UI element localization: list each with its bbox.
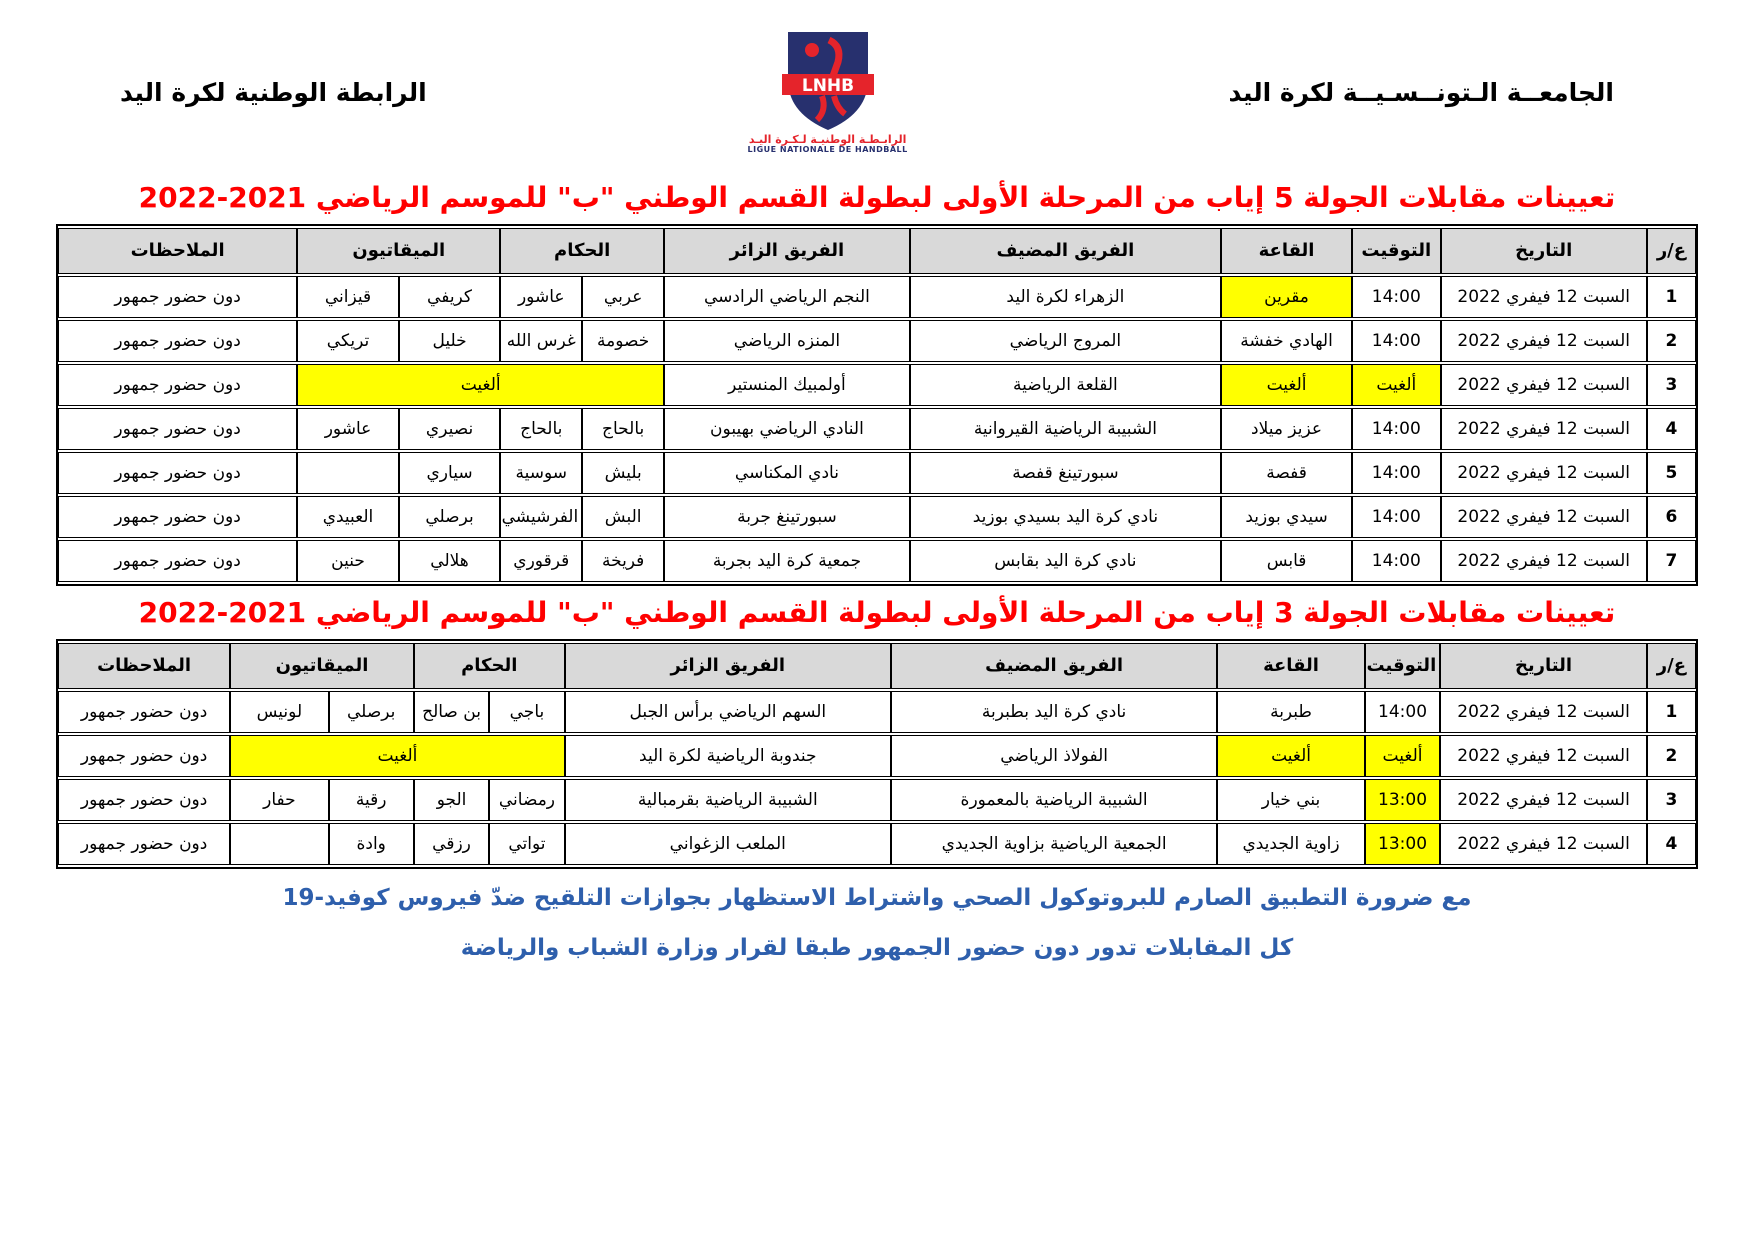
referee-cell: الجو — [414, 779, 489, 821]
referee-cell: عربي — [582, 276, 664, 318]
timekeeper-cell — [297, 452, 399, 494]
timekeeper-cell: قيزاني — [297, 276, 399, 318]
row-number-cell: 4 — [1647, 823, 1696, 865]
notes-cell: دون حضور جمهور — [58, 540, 297, 582]
hall-cell: عزيز ميلاد — [1221, 408, 1352, 450]
notes-cell: دون حضور جمهور — [58, 408, 297, 450]
match-row — [58, 823, 1696, 865]
lnhb-acronym: LNHB — [801, 76, 854, 96]
logo-arabic-name: الرابـطـة الوطنيـة لـكـرة اليـد — [748, 133, 907, 146]
date-cell: السبت 12 فيفري 2022 — [1441, 408, 1647, 450]
visitor-team-cell: جمعية كرة اليد بجربة — [664, 540, 910, 582]
time-cell: 14:00 — [1365, 691, 1440, 733]
match-row — [58, 364, 1696, 406]
timekeeper-cell: رقية — [329, 779, 414, 821]
host-team-cell: المروج الرياضي — [910, 320, 1221, 362]
host-team-cell: سبورتينغ قفصة — [910, 452, 1221, 494]
row-number-cell: 4 — [1647, 408, 1696, 450]
match-row — [58, 452, 1696, 494]
lnhb-logo — [748, 30, 908, 155]
league-name: الرابطة الوطنية لكرة اليد — [120, 78, 427, 107]
time-cell: ألغيت — [1365, 735, 1440, 777]
federation-name: الجامعــة الـتونــسـيــة لكرة اليد — [1228, 78, 1614, 107]
time-cell: 14:00 — [1352, 276, 1440, 318]
date-cell: السبت 12 فيفري 2022 — [1440, 779, 1647, 821]
column-header: الفريق المضيف — [891, 643, 1217, 689]
column-header: الملاحظات — [58, 643, 230, 689]
referee-cell: بليش — [582, 452, 664, 494]
matches-table-round3 — [56, 639, 1698, 869]
visitor-team-cell: أولمبيك المنستير — [664, 364, 910, 406]
hall-cell: الهادي خفشة — [1221, 320, 1352, 362]
section-title-round3: تعيينات مقابلات الجولة 3 إياب من المرحلة الأولى لبطولة القسم الوطني "ب" للموسم الرياضي 2021-2022 — [138, 595, 1616, 629]
timekeeper-cell: كريفي — [399, 276, 501, 318]
column-header: الملاحظات — [58, 228, 297, 274]
visitor-team-cell: الملعب الزغواني — [565, 823, 891, 865]
row-number-cell: 6 — [1647, 496, 1696, 538]
column-header: الحكام — [500, 228, 664, 274]
row-number-cell: 3 — [1647, 364, 1696, 406]
referee-cell: غرس الله — [500, 320, 582, 362]
referee-cell: قرقوري — [500, 540, 582, 582]
hall-cell: سيدي بوزيد — [1221, 496, 1352, 538]
date-cell: السبت 12 فيفري 2022 — [1440, 823, 1647, 865]
match-row — [58, 276, 1696, 318]
notes-cell: دون حضور جمهور — [58, 320, 297, 362]
host-team-cell: الفولاذ الرياضي — [891, 735, 1217, 777]
column-header: التوقيت — [1352, 228, 1440, 274]
referee-cell: البش — [582, 496, 664, 538]
column-header: الفريق الزائر — [565, 643, 891, 689]
hall-cell: زاوية الجديدي — [1217, 823, 1365, 865]
notes-cell: دون حضور جمهور — [58, 779, 230, 821]
timekeeper-cell: حنين — [297, 540, 399, 582]
referee-cell: خصومة — [582, 320, 664, 362]
logo-french-name: LIGUE NATIONALE DE HANDBALL — [747, 145, 908, 155]
column-header: الميقاتيون — [297, 228, 500, 274]
date-cell: السبت 12 فيفري 2022 — [1440, 691, 1647, 733]
row-number-cell: 2 — [1647, 735, 1696, 777]
column-header: التاريخ — [1440, 643, 1647, 689]
column-header: القاعة — [1217, 643, 1365, 689]
referee-cell: تواتي — [489, 823, 564, 865]
date-cell: السبت 12 فيفري 2022 — [1441, 496, 1647, 538]
column-header: التوقيت — [1365, 643, 1440, 689]
time-cell: 13:00 — [1365, 823, 1440, 865]
visitor-team-cell: سبورتينغ جربة — [664, 496, 910, 538]
notes-cell: دون حضور جمهور — [58, 364, 297, 406]
document-header — [0, 0, 1754, 155]
column-header: ع/ر — [1647, 228, 1696, 274]
column-header: الحكام — [414, 643, 565, 689]
notes-cell: دون حضور جمهور — [58, 823, 230, 865]
referee-cell: عاشور — [500, 276, 582, 318]
visitor-team-cell: نادي المكناسي — [664, 452, 910, 494]
timekeeper-cell: لونيس — [230, 691, 328, 733]
match-row — [58, 540, 1696, 582]
hall-cell: ألغيت — [1221, 364, 1352, 406]
hall-cell: مقرين — [1221, 276, 1352, 318]
officials-cancelled-cell: ألغيت — [297, 364, 664, 406]
section-title-round5: تعيينات مقابلات الجولة 5 إياب من المرحلة الأولى لبطولة القسم الوطني "ب" للموسم الرياضي 2021-2022 — [138, 180, 1616, 214]
match-row — [58, 320, 1696, 362]
officials-cancelled-cell: ألغيت — [230, 735, 564, 777]
timekeeper-cell: تريكي — [297, 320, 399, 362]
timekeeper-cell: عاشور — [297, 408, 399, 450]
host-team-cell: الشبيبة الرياضية القيروانية — [910, 408, 1221, 450]
lnhb-shield-icon — [782, 30, 874, 132]
timekeeper-cell: برصلي — [399, 496, 501, 538]
date-cell: السبت 12 فيفري 2022 — [1441, 320, 1647, 362]
row-number-cell: 2 — [1647, 320, 1696, 362]
row-number-cell: 1 — [1647, 691, 1696, 733]
column-header: ع/ر — [1647, 643, 1696, 689]
header-row — [58, 643, 1696, 689]
referee-cell: فريخة — [582, 540, 664, 582]
timekeeper-cell: نصيري — [399, 408, 501, 450]
timekeeper-cell: سياري — [399, 452, 501, 494]
match-row — [58, 779, 1696, 821]
time-cell: ألغيت — [1352, 364, 1440, 406]
timekeeper-cell: برصلي — [329, 691, 414, 733]
time-cell: 14:00 — [1352, 452, 1440, 494]
date-cell: السبت 12 فيفري 2022 — [1440, 735, 1647, 777]
host-team-cell: نادي كرة اليد بطبربة — [891, 691, 1217, 733]
hall-cell: طبربة — [1217, 691, 1365, 733]
time-cell: 14:00 — [1352, 540, 1440, 582]
referee-cell: رمضاني — [489, 779, 564, 821]
match-row — [58, 735, 1696, 777]
notes-cell: دون حضور جمهور — [58, 496, 297, 538]
time-cell: 14:00 — [1352, 496, 1440, 538]
referee-cell: رزقي — [414, 823, 489, 865]
referee-cell: بالحاج — [582, 408, 664, 450]
timekeeper-cell: العبيدي — [297, 496, 399, 538]
column-header: القاعة — [1221, 228, 1352, 274]
timekeeper-cell: حفار — [230, 779, 328, 821]
visitor-team-cell: المنزه الرياضي — [664, 320, 910, 362]
visitor-team-cell: الشبيبة الرياضية بقرمبالية — [565, 779, 891, 821]
notes-cell: دون حضور جمهور — [58, 735, 230, 777]
host-team-cell: القلعة الرياضية — [910, 364, 1221, 406]
row-number-cell: 3 — [1647, 779, 1696, 821]
host-team-cell: الجمعية الرياضية بزاوية الجديدي — [891, 823, 1217, 865]
row-number-cell: 7 — [1647, 540, 1696, 582]
referee-cell: باجي — [489, 691, 564, 733]
hall-cell: ألغيت — [1217, 735, 1365, 777]
referee-cell: سوسية — [500, 452, 582, 494]
date-cell: السبت 12 فيفري 2022 — [1441, 364, 1647, 406]
referee-cell: بن صالح — [414, 691, 489, 733]
no-audience-note: كل المقابلات تدور دون حضور الجمهور طبقا لقرار وزارة الشباب والرياضة — [460, 934, 1294, 961]
row-number-cell: 5 — [1647, 452, 1696, 494]
health-protocol-note: مع ضرورة التطبيق الصارم للبروتوكول الصحي واشتراط الاستظهار بجوازات التلقيح ضدّ فيروس كوفيد-19 — [282, 884, 1472, 911]
visitor-team-cell: النادي الرياضي بهيبون — [664, 408, 910, 450]
timekeeper-cell: خليل — [399, 320, 501, 362]
timekeeper-cell — [230, 823, 328, 865]
column-header: الميقاتيون — [230, 643, 414, 689]
matches-table-round5 — [56, 224, 1698, 586]
notes-cell: دون حضور جمهور — [58, 276, 297, 318]
referee-cell: بالحاج — [500, 408, 582, 450]
timekeeper-cell: وادة — [329, 823, 414, 865]
visitor-team-cell: جندوبة الرياضية لكرة اليد — [565, 735, 891, 777]
host-team-cell: نادي كرة اليد بقابس — [910, 540, 1221, 582]
time-cell: 14:00 — [1352, 408, 1440, 450]
column-header: التاريخ — [1441, 228, 1647, 274]
column-header: الفريق المضيف — [910, 228, 1221, 274]
column-header: الفريق الزائر — [664, 228, 910, 274]
hall-cell: قفصة — [1221, 452, 1352, 494]
host-team-cell: الشبيبة الرياضية بالمعمورة — [891, 779, 1217, 821]
notes-cell: دون حضور جمهور — [58, 452, 297, 494]
referee-cell: الفرشيشي — [500, 496, 582, 538]
hall-cell: قابس — [1221, 540, 1352, 582]
header-row — [58, 228, 1696, 274]
visitor-team-cell: السهم الرياضي برأس الجبل — [565, 691, 891, 733]
match-row — [58, 408, 1696, 450]
match-row — [58, 496, 1696, 538]
hall-cell: بني خيار — [1217, 779, 1365, 821]
host-team-cell: نادي كرة اليد بسيدي بوزيد — [910, 496, 1221, 538]
host-team-cell: الزهراء لكرة اليد — [910, 276, 1221, 318]
timekeeper-cell: هلالي — [399, 540, 501, 582]
visitor-team-cell: النجم الرياضي الرادسي — [664, 276, 910, 318]
date-cell: السبت 12 فيفري 2022 — [1441, 452, 1647, 494]
date-cell: السبت 12 فيفري 2022 — [1441, 276, 1647, 318]
match-row — [58, 691, 1696, 733]
notes-cell: دون حضور جمهور — [58, 691, 230, 733]
time-cell: 13:00 — [1365, 779, 1440, 821]
time-cell: 14:00 — [1352, 320, 1440, 362]
date-cell: السبت 12 فيفري 2022 — [1441, 540, 1647, 582]
row-number-cell: 1 — [1647, 276, 1696, 318]
